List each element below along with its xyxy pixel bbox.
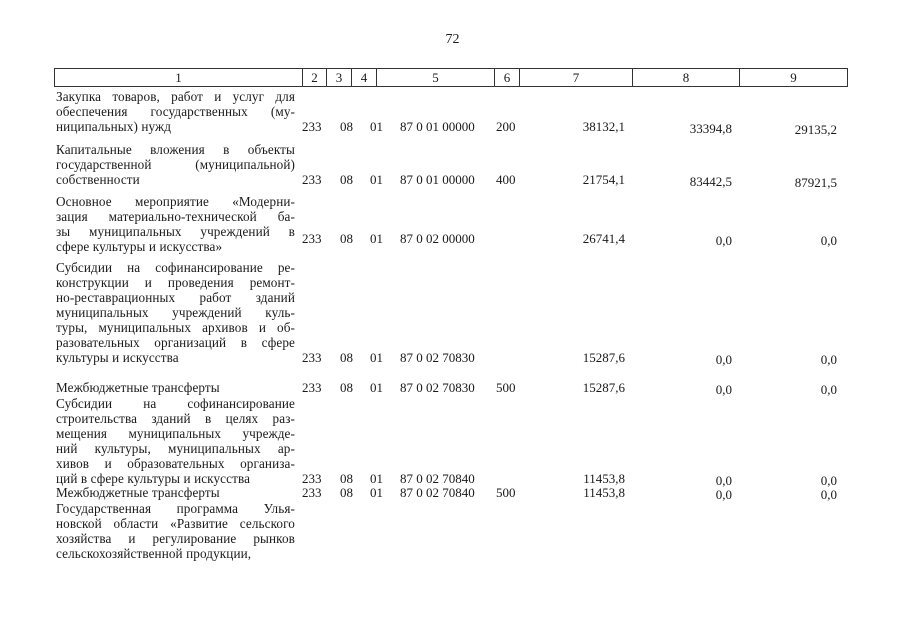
cell-c4: 01 [370,350,383,365]
cell-c3: 08 [340,231,353,246]
cell-c9: 0,0 [820,233,837,248]
cell-c9: 29135,2 [794,122,837,137]
header-col-8: 8 [633,69,740,86]
header-col-6: 6 [495,69,520,86]
header-col-7: 7 [520,69,633,86]
header-col-5: 5 [377,69,495,86]
cell-c7: 15287,6 [582,380,625,395]
cell-c2: 233 [302,119,322,134]
cell-c6: 500 [496,380,516,395]
row-description [56,485,295,500]
row-description [56,89,295,134]
cell-c2: 233 [302,350,322,365]
cell-c4: 01 [370,231,383,246]
cell-c8: 0,0 [715,233,732,248]
description-line: ниципальных) нужд [56,119,172,134]
cell-c4: 01 [370,485,383,500]
cell-c3: 08 [340,485,353,500]
description-line: зы муниципальных учреждений в [56,224,295,239]
description-line: хивов и образовательных организа- [56,456,295,471]
table-header [54,68,848,87]
row-description [56,260,295,365]
description-line: Закупка товаров, работ и услуг для [56,89,295,104]
cell-c9: 0,0 [820,382,837,397]
description-line: сфере культуры и искусства» [56,239,223,254]
cell-c9: 0,0 [820,487,837,502]
description-line: Межбюджетные трансферты [56,485,220,500]
cell-c7: 11453,8 [583,485,625,500]
description-line: обеспечения государственных (му- [56,104,295,119]
cell-c8: 0,0 [715,487,732,502]
cell-c6: 200 [496,119,516,134]
cell-c4: 01 [370,380,383,395]
header-col-1: 1 [55,69,303,86]
description-line: ций в сфере культуры и искусства [56,471,251,486]
description-line: культуры и искусства [56,350,179,365]
page-number: 72 [445,32,460,47]
cell-c2: 233 [302,380,322,395]
description-line: новской области «Развитие сельского [56,516,295,531]
cell-c6: 400 [496,172,516,187]
description-line: Межбюджетные трансферты [56,380,220,395]
row-description [56,194,295,254]
cell-c8: 83442,5 [689,174,732,189]
cell-c5: 87 0 01 00000 [400,119,475,134]
description-line: сельскохозяйственной продукции, [56,546,252,561]
cell-c7: 21754,1 [582,172,625,187]
header-col-3: 3 [327,69,352,86]
cell-c7: 38132,1 [582,119,625,134]
cell-c5: 87 0 02 00000 [400,231,475,246]
header-col-4: 4 [352,69,377,86]
cell-c4: 01 [370,119,383,134]
cell-c3: 08 [340,471,353,486]
cell-c5: 87 0 01 00000 [400,172,475,187]
cell-c8: 0,0 [715,352,732,367]
cell-c6: 500 [496,485,516,500]
description-line: строительства зданий в целях раз- [56,411,295,426]
description-line: собственности [56,172,140,187]
description-line: хозяйства и регулирование рынков [56,531,295,546]
description-line: зация материально-технической ба- [56,209,295,224]
cell-c3: 08 [340,172,353,187]
cell-c2: 233 [302,231,322,246]
cell-c9: 87921,5 [794,175,837,190]
description-line: конструкции и проведения ремонт- [56,275,295,290]
cell-c8: 0,0 [715,382,732,397]
header-col-9: 9 [740,69,848,86]
cell-c2: 233 [302,172,322,187]
description-line: муниципальных учреждений куль- [56,305,295,320]
cell-c8: 0,0 [715,473,732,488]
description-line: мещения муниципальных учрежде- [56,426,295,441]
cell-c5: 87 0 02 70830 [400,350,475,365]
cell-c9: 0,0 [820,473,837,488]
cell-c4: 01 [370,172,383,187]
description-line: Субсидии на софинансирование [56,396,295,411]
row-description [56,501,295,561]
description-line: ний культуры, муниципальных ар- [56,441,295,456]
description-line: туры, муниципальных архивов и об- [56,320,295,335]
row-description [56,396,295,486]
cell-c3: 08 [340,380,353,395]
cell-c7: 15287,6 [582,350,625,365]
cell-c4: 01 [370,471,383,486]
cell-c2: 233 [302,471,322,486]
cell-c9: 0,0 [820,352,837,367]
description-line: но-реставрационных работ зданий [56,290,295,305]
description-line: Капитальные вложения в объекты [56,142,295,157]
description-line: Государственная программа Улья- [56,501,295,516]
row-description [56,380,295,395]
cell-c3: 08 [340,119,353,134]
description-line: разовательных организаций в сфере [56,335,295,350]
header-col-2: 2 [303,69,327,86]
cell-c2: 233 [302,485,322,500]
cell-c5: 87 0 02 70840 [400,471,475,486]
description-line: Субсидии на софинансирование ре- [56,260,295,275]
description-line: Основное мероприятие «Модерни- [56,194,295,209]
description-line: государственной (муниципальной) [56,157,295,172]
cell-c5: 87 0 02 70830 [400,380,475,395]
cell-c7: 11453,8 [583,471,625,486]
cell-c8: 33394,8 [689,121,732,136]
cell-c7: 26741,4 [582,231,625,246]
row-description [56,142,295,187]
cell-c3: 08 [340,350,353,365]
cell-c5: 87 0 02 70840 [400,485,475,500]
